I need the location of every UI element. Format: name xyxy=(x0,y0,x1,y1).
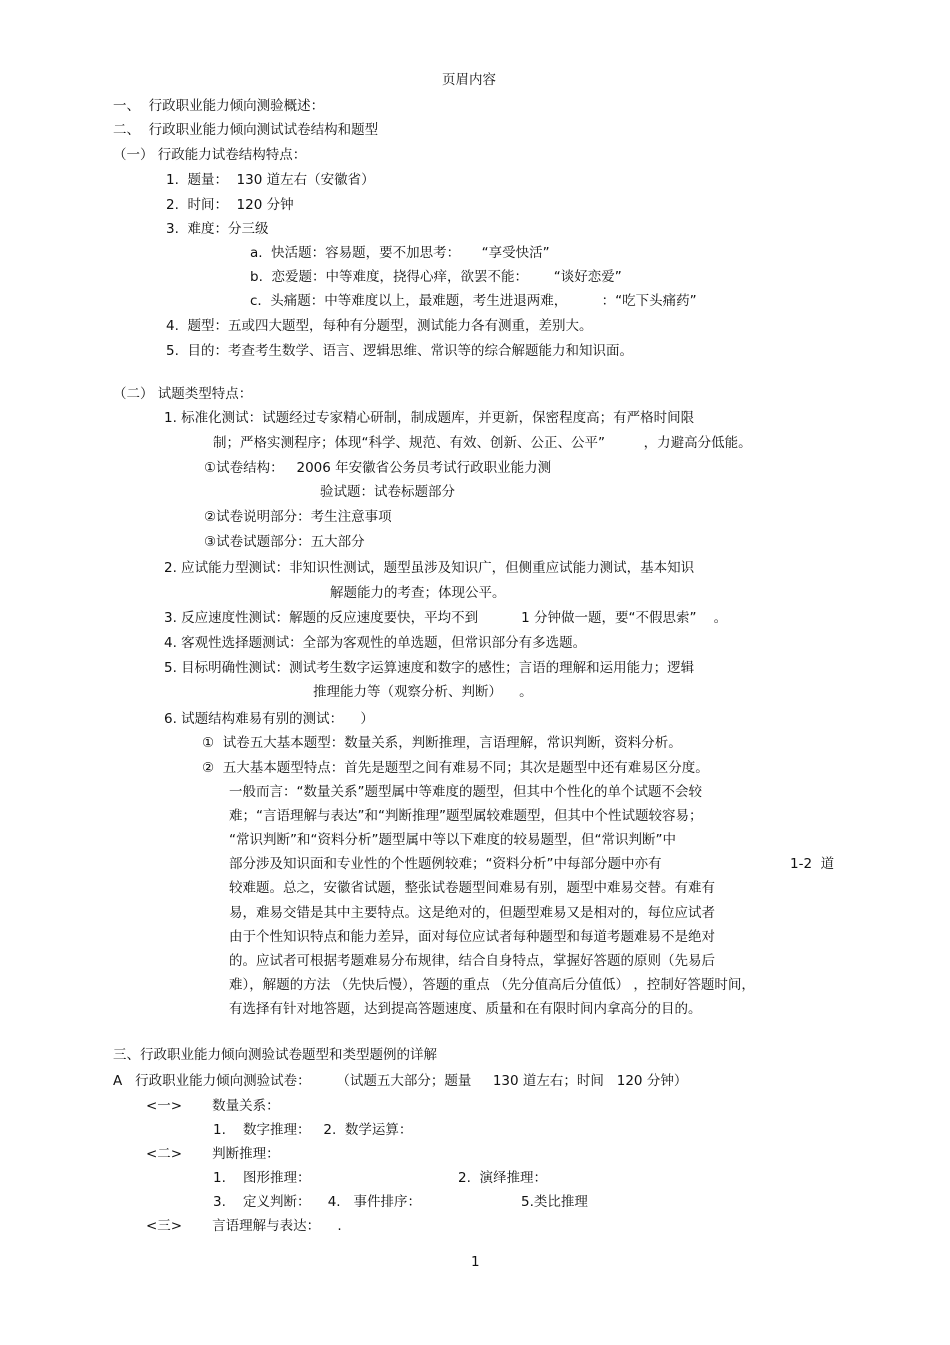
text-line xyxy=(166,170,375,190)
text-line xyxy=(330,583,506,603)
line-marker: 5. xyxy=(164,660,177,676)
text-line xyxy=(113,384,252,404)
line-text: 题型：五或四大题型，每种有分题型，测试能力各有测重，差别大。 xyxy=(178,318,593,334)
line-text: 言语理解与表达： . xyxy=(182,1218,342,1234)
text-line xyxy=(113,1045,437,1065)
text-line xyxy=(250,291,697,311)
line-marker: ① xyxy=(202,735,215,751)
text-line xyxy=(229,927,715,947)
line-marker: a. xyxy=(250,245,263,261)
line-text: 试卷说明部分：考生注意事项 xyxy=(216,509,392,525)
line-marker: 3. xyxy=(166,221,179,237)
line-text: 较难题。总之，安徽省试题，整张试卷题型间难易有别，题型中难易交替。有难有 xyxy=(229,880,715,896)
line-marker: <一> xyxy=(146,1098,183,1114)
text-line xyxy=(166,219,268,239)
line-marker: ① xyxy=(204,460,217,476)
line-text: 演绎推理： xyxy=(470,1170,547,1186)
line-text: 行政能力试卷结构特点： xyxy=(153,147,307,163)
line-marker: ② xyxy=(202,760,215,776)
text-line xyxy=(146,1216,342,1236)
text-line xyxy=(166,195,294,215)
line-text: 数字推理： 2. 数学运算： xyxy=(225,1122,413,1138)
line-marker: 1-2 xyxy=(790,856,813,872)
text-line xyxy=(320,482,455,502)
text-line xyxy=(146,1096,280,1116)
line-text: 时间： 120 分钟 xyxy=(178,197,294,213)
line-marker: 4. xyxy=(164,635,177,651)
text-line xyxy=(229,999,702,1019)
text-line xyxy=(229,782,702,802)
line-marker: 1. xyxy=(166,172,179,188)
line-text: 的。应试者可根据考题难易分布规律，结合自身特点，掌握好答题的原则（先易后 xyxy=(229,953,715,969)
text-line xyxy=(164,608,727,628)
line-text: “常识判断”和“资料分析”题型属中等以下难度的较易题型，但“常识判断”中 xyxy=(229,832,676,848)
line-text: 有选择有针对地答题，达到提高答题速度、质量和在有限时间内拿高分的目的。 xyxy=(229,1001,702,1017)
line-text: 试题类型特点： xyxy=(153,386,253,402)
line-text: 标准化测试：试题经过专家精心研制，制成题库，并更新，保密程度高；有严格时间限 xyxy=(176,410,695,426)
line-marker: ② xyxy=(204,509,217,525)
text-line xyxy=(204,532,365,552)
line-marker: 3. xyxy=(164,610,177,626)
line-text: 目标明确性测试：测试考生数字运算速度和数字的感性；言语的理解和运用能力；逻辑 xyxy=(176,660,695,676)
line-marker: （一） xyxy=(113,147,154,163)
text-line xyxy=(250,243,550,263)
line-marker: 2. xyxy=(458,1170,471,1186)
text-line xyxy=(229,854,662,874)
text-line xyxy=(164,633,586,653)
line-text: 目的：考查考生数学、语言、逻辑思维、常识等的综合解题能力和知识面。 xyxy=(178,343,633,359)
line-text: 头痛题：中等难度以上，最难题，考生进退两难， ：“吃下头痛药” xyxy=(261,293,697,309)
line-marker: 1. xyxy=(213,1122,226,1138)
line-text: 图形推理： xyxy=(225,1170,311,1186)
text-line xyxy=(202,758,709,778)
line-marker: c. xyxy=(250,293,262,309)
text-line xyxy=(166,341,633,361)
text-line xyxy=(213,1192,421,1212)
line-marker: 6. xyxy=(164,711,177,727)
line-text: 题量： 130 道左右（安徽省） xyxy=(178,172,375,188)
line-text: 快活题：容易题，要不加思考： “享受快活” xyxy=(262,245,550,261)
text-line xyxy=(250,267,622,287)
line-marker: b. xyxy=(250,269,263,285)
line-marker: 3. xyxy=(213,1194,226,1210)
line-text: 恋爱题：中等难度，挠得心痒，欲罢不能： “谈好恋爱” xyxy=(262,269,622,285)
text-line xyxy=(229,975,755,995)
text-line xyxy=(213,1120,412,1140)
line-text: 客观性选择题测试：全部为客观性的单选题，但常识部分有多选题。 xyxy=(176,635,587,651)
text-line xyxy=(113,1071,687,1091)
line-marker: A xyxy=(113,1073,123,1089)
line-marker: 2. xyxy=(166,197,179,213)
line-text: 数量关系： xyxy=(182,1098,280,1114)
text-line xyxy=(229,951,715,971)
line-marker: 1. xyxy=(164,410,177,426)
line-marker: 二、 xyxy=(113,122,140,138)
line-marker: 1. xyxy=(213,1170,226,1186)
text-line xyxy=(113,145,306,165)
line-marker: 一、 xyxy=(113,98,140,114)
text-line xyxy=(164,709,374,729)
line-text: 推理能力等（观察分析、判断） 。 xyxy=(313,684,533,700)
text-line xyxy=(229,806,702,826)
page-number: 1 xyxy=(471,1254,480,1270)
line-marker: 4. xyxy=(166,318,179,334)
text-line xyxy=(146,1144,280,1164)
text-line xyxy=(113,120,378,140)
line-text: 应试能力型测试：非知识性测试，题型虽涉及知识广，但侧重应试能力测试，基本知识 xyxy=(176,560,695,576)
line-text: 难），解题的方法 （先快后慢），答题的重点 （先分值高后分值低） ，控制好答题时间， xyxy=(229,977,755,993)
text-line xyxy=(204,507,392,527)
text-line xyxy=(204,458,551,478)
text-line xyxy=(458,1168,547,1188)
line-marker: （二） xyxy=(113,386,154,402)
line-text: 验试题：试卷标题部分 xyxy=(320,484,455,500)
line-marker: 三、 xyxy=(113,1047,140,1063)
line-text: 试卷结构： 2006 年安徽省公务员考试行政职业能力测 xyxy=(216,460,552,476)
page-header: 页眉内容 xyxy=(442,72,496,88)
text-line xyxy=(164,558,694,578)
line-text: 一般而言：“数量关系”题型属中等难度的题型，但其中个性化的单个试题不会较 xyxy=(229,784,702,800)
line-text: 易，难易交错是其中主要特点。这是绝对的，但题型难易又是相对的，每位应试者 xyxy=(229,905,715,921)
line-text: 难；“言语理解与表达”和“判断推理”题型属较难题型，但其中个性试题较容易； xyxy=(229,808,703,824)
line-text: 难度：分三级 xyxy=(178,221,269,237)
line-text: 部分涉及知识面和专业性的个性题例较难；“资料分析”中每部分题中亦有 xyxy=(229,856,662,872)
line-marker: 5. xyxy=(521,1194,534,1210)
line-text: 试卷试题部分：五大部分 xyxy=(216,534,365,550)
text-line xyxy=(164,408,694,428)
line-text: 行政职业能力倾向测验试卷题型和类型题例的详解 xyxy=(140,1047,437,1063)
text-line xyxy=(790,854,834,874)
text-line xyxy=(213,433,752,453)
text-line xyxy=(202,733,682,753)
text-line xyxy=(229,830,676,850)
line-marker: ③ xyxy=(204,534,217,550)
text-line xyxy=(229,878,715,898)
line-marker: <三> xyxy=(146,1218,183,1234)
text-line xyxy=(166,316,592,336)
line-marker: 2. xyxy=(164,560,177,576)
line-marker: <二> xyxy=(146,1146,183,1162)
text-line xyxy=(213,1168,311,1188)
text-line xyxy=(164,658,694,678)
text-line xyxy=(113,96,324,116)
line-marker: 5. xyxy=(166,343,179,359)
line-text: 解题能力的考查；体现公平。 xyxy=(330,585,506,601)
line-text: 类比推理 xyxy=(533,1194,588,1210)
line-text: 行政职业能力倾向测验试卷： （试题五大部分；题量 130 道左右；时间 120 分钟） xyxy=(122,1073,688,1089)
text-line xyxy=(229,903,715,923)
line-text: 反应速度性测试：解题的反应速度要快，平均不到 1 分钟做一题，要“不假思索” 。 xyxy=(176,610,728,626)
line-text: 判断推理： xyxy=(182,1146,280,1162)
line-text: 行政职业能力倾向测试试卷结构和题型 xyxy=(140,122,379,138)
line-text: 定义判断： 4. 事件排序： xyxy=(225,1194,421,1210)
line-text: 试卷五大基本题型：数量关系，判断推理，言语理解，常识判断，资料分析。 xyxy=(214,735,682,751)
line-text: 道 xyxy=(812,856,835,872)
line-text: 试题结构难易有别的测试： ） xyxy=(176,711,374,727)
text-line xyxy=(313,682,533,702)
line-text: 行政职业能力倾向测验概述： xyxy=(140,98,325,114)
text-line xyxy=(521,1192,588,1212)
line-text: 制；严格实测程序；体现“科学、规范、有效、创新、公正、公平” ，力避高分低能。 xyxy=(213,435,752,451)
line-text: 由于个性知识特点和能力差异，面对每位应试者每种题型和每道考题难易不是绝对 xyxy=(229,929,715,945)
line-text: 五大基本题型特点：首先是题型之间有难易不同；其次是题型中还有难易区分度。 xyxy=(214,760,709,776)
